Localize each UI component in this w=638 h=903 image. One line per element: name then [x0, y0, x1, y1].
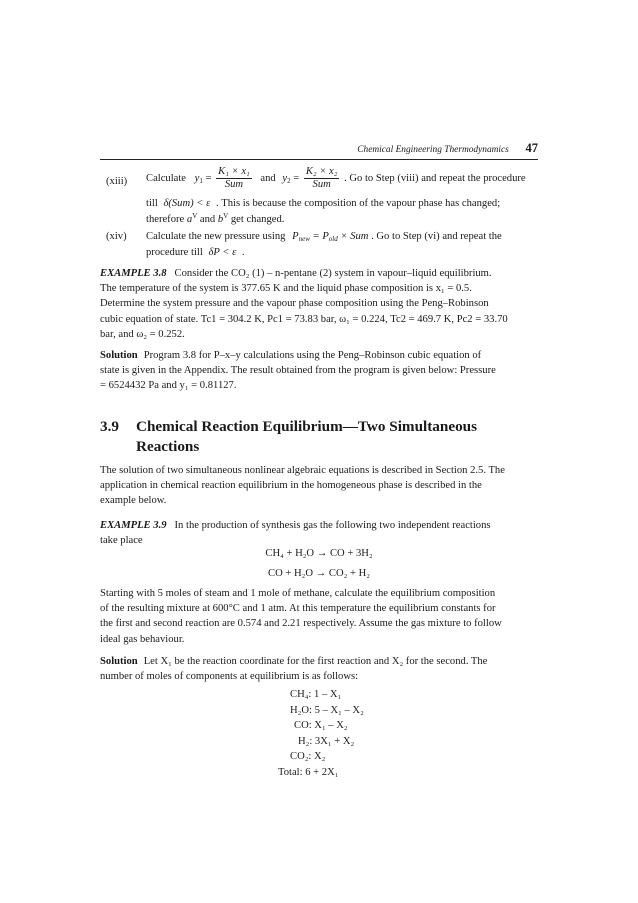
step-body: [146, 245, 538, 260]
y2-symbol: y: [282, 172, 288, 184]
step-text: . This is because the composition of the vapour phase has changed;: [215, 198, 501, 209]
example-3-8: [100, 266, 538, 342]
a-symbol: a: [186, 214, 193, 225]
step-xiii-line1: [106, 166, 538, 190]
y2-fraction: [304, 166, 340, 191]
step-text: till: [146, 198, 158, 209]
formula-subscript: new: [298, 235, 310, 243]
species-item: CO: X₁ – X₂: [294, 720, 348, 731]
fraction-denominator: Sum: [224, 179, 244, 190]
text-span: Let X₁ be the reaction coordinate for the first reaction and X₂ for the second. The: [143, 656, 488, 667]
step-text: therefore: [146, 214, 185, 225]
section-number: 3.9: [100, 418, 119, 435]
solution-3-9: [100, 654, 538, 684]
text-line: The temperature of the system is 377.65 K and the liquid phase composition is x₁ = 0.5.: [100, 283, 472, 295]
and-word: and: [199, 214, 216, 225]
step-text: Calculate: [146, 172, 187, 184]
text-line: [100, 266, 538, 281]
intro-paragraph: [100, 463, 538, 509]
example-label: EXAMPLE 3.8: [100, 268, 167, 279]
text-line: = 6524432 Pa and y₁ = 0.81127.: [100, 380, 237, 392]
text-line: bar, and ω₂ = 0.252.: [100, 328, 185, 340]
running-title: Chemical Engineering Thermodynamics: [357, 145, 509, 155]
step-number: (xiv): [106, 231, 127, 242]
step-text: .: [241, 247, 245, 258]
page-number: 47: [525, 141, 538, 155]
header-rule: [100, 159, 538, 160]
title-line: Chemical Reaction Equilibrium—Two Simultaneous: [136, 418, 478, 435]
pressure-formula: [292, 231, 368, 242]
text-line: of the resulting mixture at 600°C and 1 atm. At this temperature the equilibrium constants for: [100, 603, 496, 615]
b-superscript: V: [223, 212, 229, 220]
fraction-numerator: K₁ × x₁: [218, 166, 250, 177]
fraction-numerator: K₂ × x₂: [305, 166, 338, 177]
b-symbol: b: [217, 214, 224, 225]
section-title: [136, 417, 536, 457]
text-line: Starting with 5 moles of steam and 1 mole of methane, calculate the equilibrium composition: [100, 588, 496, 599]
text-span: In the production of synthesis gas the following two independent reactions: [174, 520, 491, 531]
step-text: . Go to Step (viii) and repeat the procedure: [344, 172, 526, 184]
species-item: H₂O: 5 – X₁ – X₂: [290, 704, 364, 716]
formula-part: = P: [309, 231, 329, 242]
step-body: [146, 196, 538, 211]
step-xiii-formula-line: Calculate $y_1$ = $\frac{\text{K₁ × x₁}}{\text{Sum}}$ and $y_2$ = $\frac{\text{K₂ × x₂}}{\text{Sum}}$ . Go to Step (viii) and repeat the procedure: [146, 166, 526, 190]
y2-subscript: 2: [287, 176, 291, 185]
fraction-denominator: Sum: [312, 179, 331, 190]
species-item: CO₂: X₂: [290, 751, 326, 762]
text-line: number of moles of components at equilibrium is as follows:: [100, 671, 359, 683]
title-line: Reactions: [136, 438, 200, 455]
step-text: procedure till: [146, 247, 203, 258]
reaction-equation-2: CO + H₂O → CO₂ + H₂: [268, 568, 370, 579]
formula-part: × Sum: [337, 231, 369, 242]
text-line: The solution of two simultaneous nonlinear algebraic equations is described in Section 2.5. The: [100, 465, 505, 476]
step-body: [146, 212, 538, 227]
step-number: (xiii): [106, 176, 128, 187]
y1-fraction: [216, 166, 252, 191]
species-item: H₂: 3X₁ + X₂: [298, 735, 355, 747]
example-3-9: [100, 518, 538, 548]
species-list: [278, 687, 364, 780]
text-line: state is given in the Appendix. The result obtained from the program is given below: Pressure: [100, 365, 496, 377]
y1-symbol: y: [194, 172, 200, 184]
step-text: . Go to Step (vi) and repeat the: [371, 231, 502, 242]
example-3-9-paragraph: [100, 586, 538, 647]
reaction-equation-1: CH₄ + H₂O → CO + 3H₂: [265, 548, 373, 559]
species-item: CH₄: 1 – X₁: [290, 689, 342, 700]
a-superscript: V: [192, 212, 198, 220]
text-line: Determine the system pressure and the vapour phase composition using the Peng–Robinson: [100, 298, 489, 310]
text-span: Program 3.8 for P–x–y calculations using the Peng–Robinson cubic equation of: [143, 350, 482, 361]
text-span: Consider the CO₂ (1) – n-pentane (2) system in vapour–liquid equilibrium.: [174, 268, 492, 279]
text-line: cubic equation of state. Tc1 = 304.2 K, Pc1 = 73.83 bar, ω₁ = 0.224, Tc2 = 469.7 K, Pc2 = 33.70: [100, 313, 508, 325]
example-label: EXAMPLE 3.9: [100, 520, 167, 531]
solution-label: Solution: [100, 350, 138, 361]
text-line: application in chemical reaction equilibrium in the homogeneous phase is described in the: [100, 480, 482, 492]
text-line: [100, 348, 538, 363]
solution-label: Solution: [100, 656, 138, 667]
running-header: [100, 141, 538, 158]
formula-subscript: old: [328, 235, 338, 243]
convergence-condition: δ(Sum) < ε: [163, 198, 211, 209]
and-word: and: [260, 172, 276, 184]
formula-part: P: [292, 231, 299, 242]
y1-subscript: 1: [199, 176, 203, 185]
text-line: ideal gas behaviour.: [100, 633, 185, 645]
solution-3-8: [100, 348, 538, 394]
text-line: example below.: [100, 495, 167, 507]
species-item: Total: 6 + 2X₁: [278, 766, 339, 778]
step-text: get changed.: [230, 214, 285, 225]
convergence-condition: δP < ε: [208, 247, 237, 258]
step-text: Calculate the new pressure using: [146, 231, 286, 242]
text-line: [100, 654, 538, 669]
text-line: [100, 518, 538, 533]
text-line: the first and second reaction are 0.574 and 2.21 respectively. Assume the gas mixture to follow: [100, 618, 502, 630]
step-body: [146, 229, 538, 244]
text-line: take place: [100, 535, 143, 547]
